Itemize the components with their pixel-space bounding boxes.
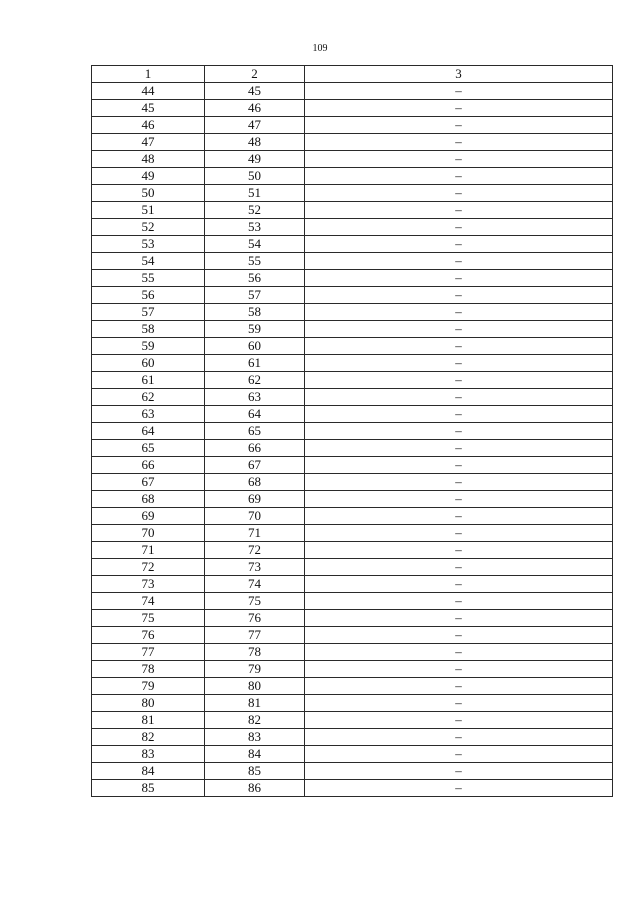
table-cell: 61 (205, 355, 305, 372)
table-row (92, 168, 613, 185)
table-cell: 76 (92, 627, 205, 644)
table-row (92, 593, 613, 610)
table-cell: 84 (205, 746, 305, 763)
table-cell: – (305, 202, 613, 219)
table-cell: 86 (205, 780, 305, 797)
table-cell: – (305, 627, 613, 644)
table-row (92, 508, 613, 525)
table-cell: – (305, 423, 613, 440)
table-cell: 61 (92, 372, 205, 389)
table-row (92, 406, 613, 423)
table-cell: – (305, 287, 613, 304)
table-cell: 56 (205, 270, 305, 287)
table-cell: 59 (92, 338, 205, 355)
table-cell: 55 (205, 253, 305, 270)
table-row (92, 559, 613, 576)
table-cell: – (305, 491, 613, 508)
table-row (92, 610, 613, 627)
table-row (92, 253, 613, 270)
table-cell: – (305, 542, 613, 559)
table-cell: 67 (92, 474, 205, 491)
table-row (92, 644, 613, 661)
table-row (92, 83, 613, 100)
table-header-row (92, 66, 613, 83)
table-cell: 48 (205, 134, 305, 151)
table-cell: 55 (92, 270, 205, 287)
table-cell: – (305, 440, 613, 457)
table-row (92, 542, 613, 559)
table-cell: 74 (92, 593, 205, 610)
table-cell: 78 (92, 661, 205, 678)
table-cell: 62 (205, 372, 305, 389)
table-cell: 46 (205, 100, 305, 117)
table-cell: 82 (92, 729, 205, 746)
table-cell: 78 (205, 644, 305, 661)
table-cell: – (305, 100, 613, 117)
table-cell: – (305, 610, 613, 627)
table-cell: – (305, 661, 613, 678)
table-row (92, 474, 613, 491)
table-cell: 59 (205, 321, 305, 338)
table-row (92, 338, 613, 355)
table-cell: – (305, 270, 613, 287)
column-header: 2 (205, 66, 305, 83)
table-cell: 64 (205, 406, 305, 423)
table-cell: – (305, 576, 613, 593)
table-row (92, 389, 613, 406)
table-cell: – (305, 355, 613, 372)
table-cell: 52 (92, 219, 205, 236)
table-cell: – (305, 219, 613, 236)
table-row (92, 746, 613, 763)
table-cell: 69 (205, 491, 305, 508)
table-cell: 82 (205, 712, 305, 729)
table-cell: 81 (92, 712, 205, 729)
table-row (92, 304, 613, 321)
table-cell: 83 (205, 729, 305, 746)
table-cell: 85 (92, 780, 205, 797)
table-row (92, 134, 613, 151)
table-row (92, 780, 613, 797)
table-cell: 76 (205, 610, 305, 627)
table-row (92, 729, 613, 746)
table-cell: 63 (205, 389, 305, 406)
table-cell: – (305, 389, 613, 406)
table-row (92, 270, 613, 287)
table-cell: 49 (92, 168, 205, 185)
table-row (92, 525, 613, 542)
table-cell: – (305, 406, 613, 423)
table-cell: 75 (205, 593, 305, 610)
table-cell: 47 (205, 117, 305, 134)
table-cell: 45 (92, 100, 205, 117)
table-cell: 48 (92, 151, 205, 168)
table-cell: 52 (205, 202, 305, 219)
table-row (92, 627, 613, 644)
table-cell: 77 (205, 627, 305, 644)
table-row (92, 117, 613, 134)
table-row (92, 423, 613, 440)
table-cell: – (305, 304, 613, 321)
table-row (92, 763, 613, 780)
table-cell: – (305, 525, 613, 542)
table-cell: 75 (92, 610, 205, 627)
table-cell: 57 (92, 304, 205, 321)
table-cell: 58 (205, 304, 305, 321)
table-cell: – (305, 457, 613, 474)
table-cell: – (305, 695, 613, 712)
table-cell: – (305, 151, 613, 168)
table-cell: 56 (92, 287, 205, 304)
table-body (92, 83, 613, 797)
table-cell: 68 (92, 491, 205, 508)
table-row (92, 100, 613, 117)
table-cell: – (305, 253, 613, 270)
table-cell: 67 (205, 457, 305, 474)
table-cell: – (305, 729, 613, 746)
table-row (92, 372, 613, 389)
table-cell: 83 (92, 746, 205, 763)
table-cell: – (305, 168, 613, 185)
table-cell: 44 (92, 83, 205, 100)
table-cell: 66 (92, 457, 205, 474)
table-cell: 72 (92, 559, 205, 576)
table-cell: 60 (92, 355, 205, 372)
table-cell: 84 (92, 763, 205, 780)
table-cell: 79 (92, 678, 205, 695)
table-cell: 64 (92, 423, 205, 440)
table-row (92, 236, 613, 253)
table-cell: 51 (205, 185, 305, 202)
table-row (92, 457, 613, 474)
table-cell: 71 (205, 525, 305, 542)
data-table (91, 65, 613, 797)
table-cell: 70 (205, 508, 305, 525)
table-row (92, 491, 613, 508)
table-cell: – (305, 763, 613, 780)
table-cell: 73 (92, 576, 205, 593)
table-cell: – (305, 559, 613, 576)
table-cell: 66 (205, 440, 305, 457)
table-cell: – (305, 712, 613, 729)
table-cell: 58 (92, 321, 205, 338)
table-cell: 50 (205, 168, 305, 185)
table-cell: – (305, 593, 613, 610)
table-cell: 85 (205, 763, 305, 780)
table-cell: 53 (92, 236, 205, 253)
table-row (92, 185, 613, 202)
table-row (92, 440, 613, 457)
table-cell: 72 (205, 542, 305, 559)
table-row (92, 661, 613, 678)
column-header: 3 (305, 66, 613, 83)
table-cell: – (305, 338, 613, 355)
table-cell: – (305, 134, 613, 151)
table-cell: – (305, 644, 613, 661)
table-cell: 74 (205, 576, 305, 593)
table-cell: 69 (92, 508, 205, 525)
table-cell: 71 (92, 542, 205, 559)
table-cell: – (305, 321, 613, 338)
table-cell: 63 (92, 406, 205, 423)
table-row (92, 712, 613, 729)
table-cell: 77 (92, 644, 205, 661)
table-cell: – (305, 117, 613, 134)
table-cell: – (305, 83, 613, 100)
table-cell: 65 (92, 440, 205, 457)
table-cell: 53 (205, 219, 305, 236)
table-row (92, 695, 613, 712)
table-row (92, 576, 613, 593)
table-cell: 49 (205, 151, 305, 168)
table-cell: 50 (92, 185, 205, 202)
table-cell: – (305, 508, 613, 525)
table-cell: – (305, 474, 613, 491)
table-cell: – (305, 746, 613, 763)
table-row (92, 355, 613, 372)
table-cell: – (305, 185, 613, 202)
table-row (92, 219, 613, 236)
table-cell: 80 (205, 678, 305, 695)
table-cell: – (305, 372, 613, 389)
table-row (92, 202, 613, 219)
table-cell: 81 (205, 695, 305, 712)
table-cell: 70 (92, 525, 205, 542)
table-cell: – (305, 678, 613, 695)
table-cell: 68 (205, 474, 305, 491)
table-row (92, 321, 613, 338)
column-header: 1 (92, 66, 205, 83)
table-cell: 80 (92, 695, 205, 712)
table-cell: 79 (205, 661, 305, 678)
table-cell: 54 (205, 236, 305, 253)
table-cell: 73 (205, 559, 305, 576)
table-cell: – (305, 780, 613, 797)
table-cell: 60 (205, 338, 305, 355)
table-cell: 54 (92, 253, 205, 270)
table-cell: 62 (92, 389, 205, 406)
table-cell: – (305, 236, 613, 253)
table-cell: 65 (205, 423, 305, 440)
table-cell: 57 (205, 287, 305, 304)
table-row (92, 678, 613, 695)
table-row (92, 287, 613, 304)
table-cell: 45 (205, 83, 305, 100)
table-cell: 47 (92, 134, 205, 151)
table-cell: 51 (92, 202, 205, 219)
table-row (92, 151, 613, 168)
page-number: 109 (312, 43, 328, 54)
table-cell: 46 (92, 117, 205, 134)
